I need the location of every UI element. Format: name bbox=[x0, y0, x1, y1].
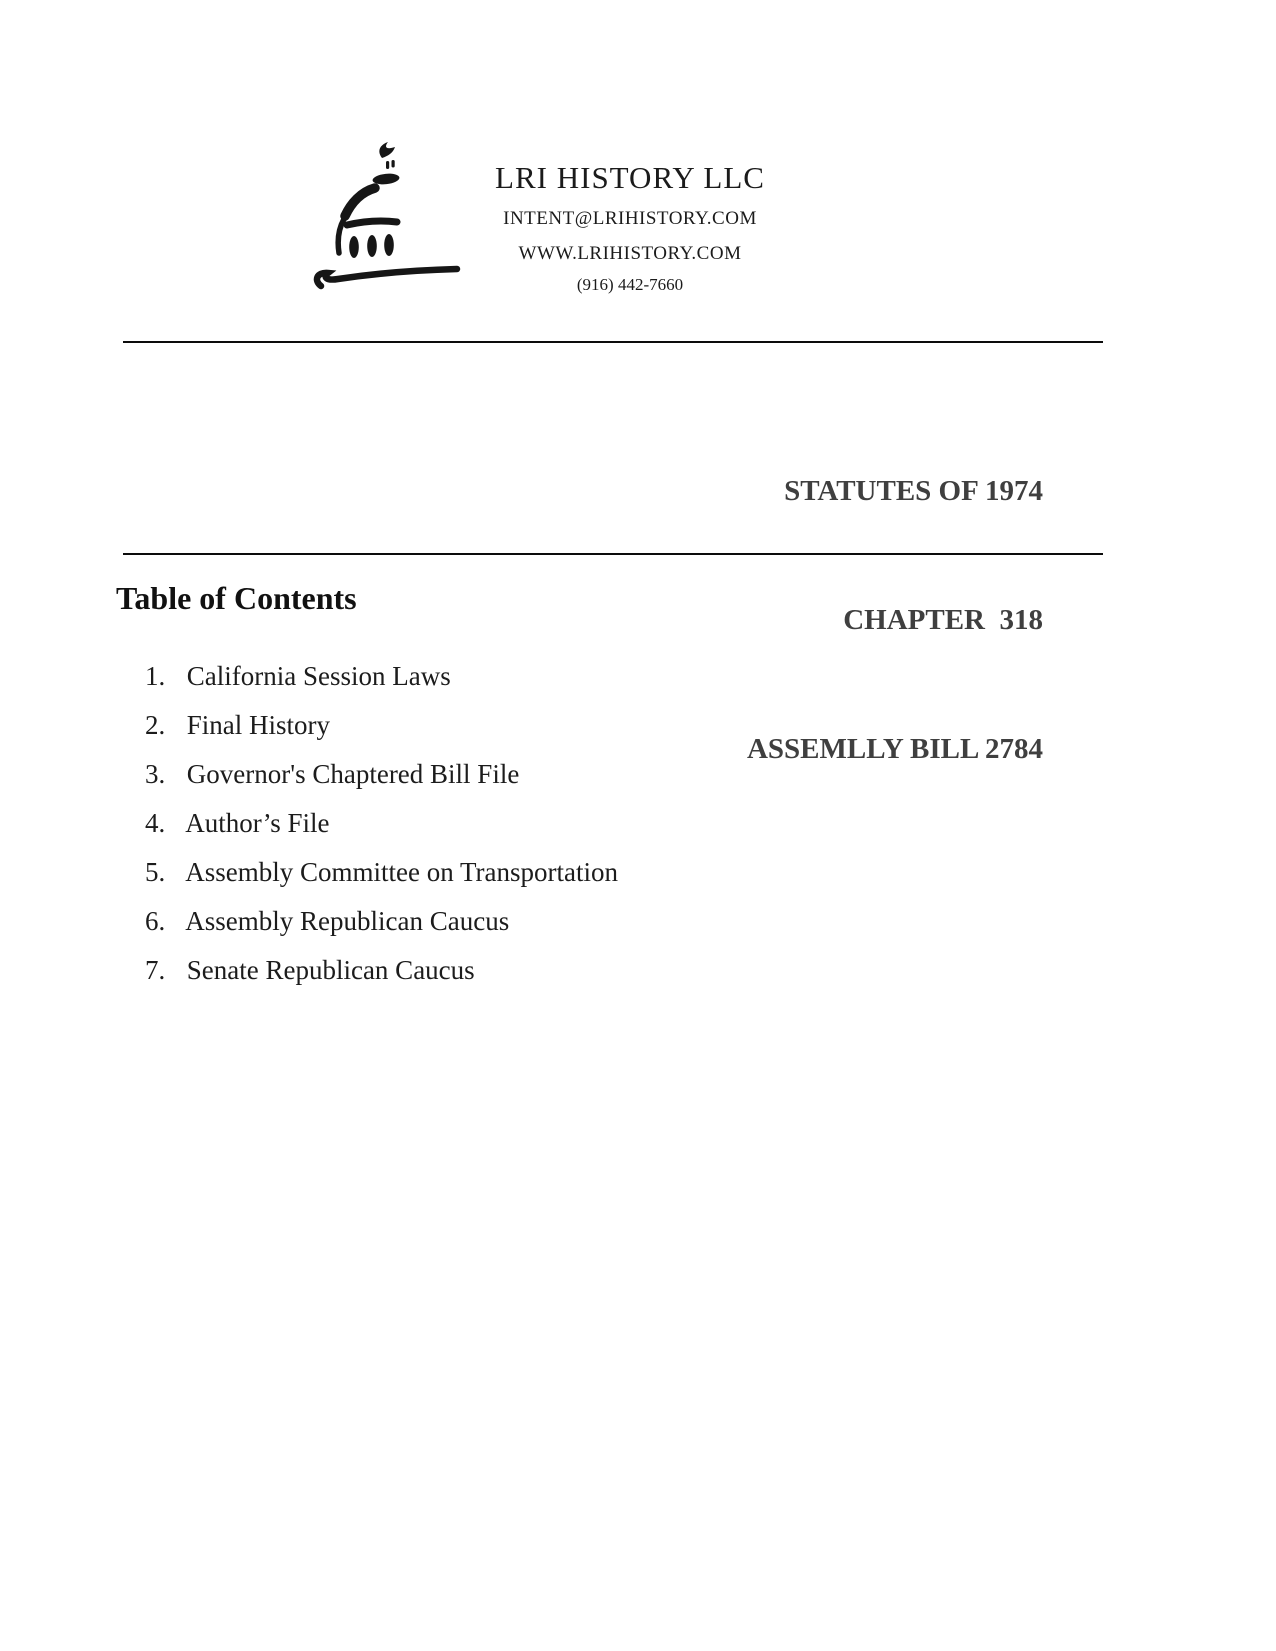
statutes-line: STATUTES OF 1974 bbox=[784, 475, 1043, 507]
toc-item-label: Final History bbox=[186, 710, 331, 740]
toc-item-label: Governor's Chaptered Bill File bbox=[186, 759, 520, 789]
letterhead bbox=[455, 158, 805, 299]
toc-item bbox=[145, 897, 618, 946]
toc-item-label: California Session Laws bbox=[186, 661, 451, 691]
company-name: LRI HISTORY LLC bbox=[495, 160, 765, 195]
toc-item-number: 2. bbox=[145, 710, 166, 740]
capitol-dome-icon bbox=[296, 141, 461, 295]
statute-reference-block bbox=[747, 384, 1043, 857]
toc-item bbox=[145, 848, 618, 897]
toc-item bbox=[145, 701, 618, 750]
toc-item-label: Assembly Republican Caucus bbox=[185, 906, 510, 936]
toc-item bbox=[145, 750, 618, 799]
toc-item-label: Assembly Committee on Transportation bbox=[185, 857, 619, 887]
company-phone: (916) 442-7660 bbox=[576, 275, 684, 294]
toc-item-number: 7. bbox=[145, 955, 166, 985]
toc-heading: Table of Contents bbox=[116, 580, 357, 616]
divider-bottom bbox=[123, 553, 1103, 555]
toc-item-number: 4. bbox=[145, 808, 166, 838]
company-website: WWW.LRIHISTORY.COM bbox=[518, 243, 742, 264]
toc-item-label: Author’s File bbox=[185, 808, 330, 838]
toc-list bbox=[145, 652, 618, 995]
chapter-line: CHAPTER 318 bbox=[843, 604, 1043, 636]
toc-item-number: 1. bbox=[145, 661, 166, 691]
toc-item-number: 5. bbox=[145, 857, 166, 887]
toc-item bbox=[145, 946, 618, 995]
divider-top bbox=[123, 341, 1103, 343]
toc-item-number: 3. bbox=[145, 759, 166, 789]
company-email: INTENT@LRIHISTORY.COM bbox=[503, 208, 757, 229]
bill-line: ASSEMLLY BILL 2784 bbox=[746, 733, 1043, 765]
toc-item bbox=[145, 799, 618, 848]
toc-item-number: 6. bbox=[145, 906, 166, 936]
toc-item-label: Senate Republican Caucus bbox=[186, 955, 475, 985]
toc-item bbox=[145, 652, 618, 701]
